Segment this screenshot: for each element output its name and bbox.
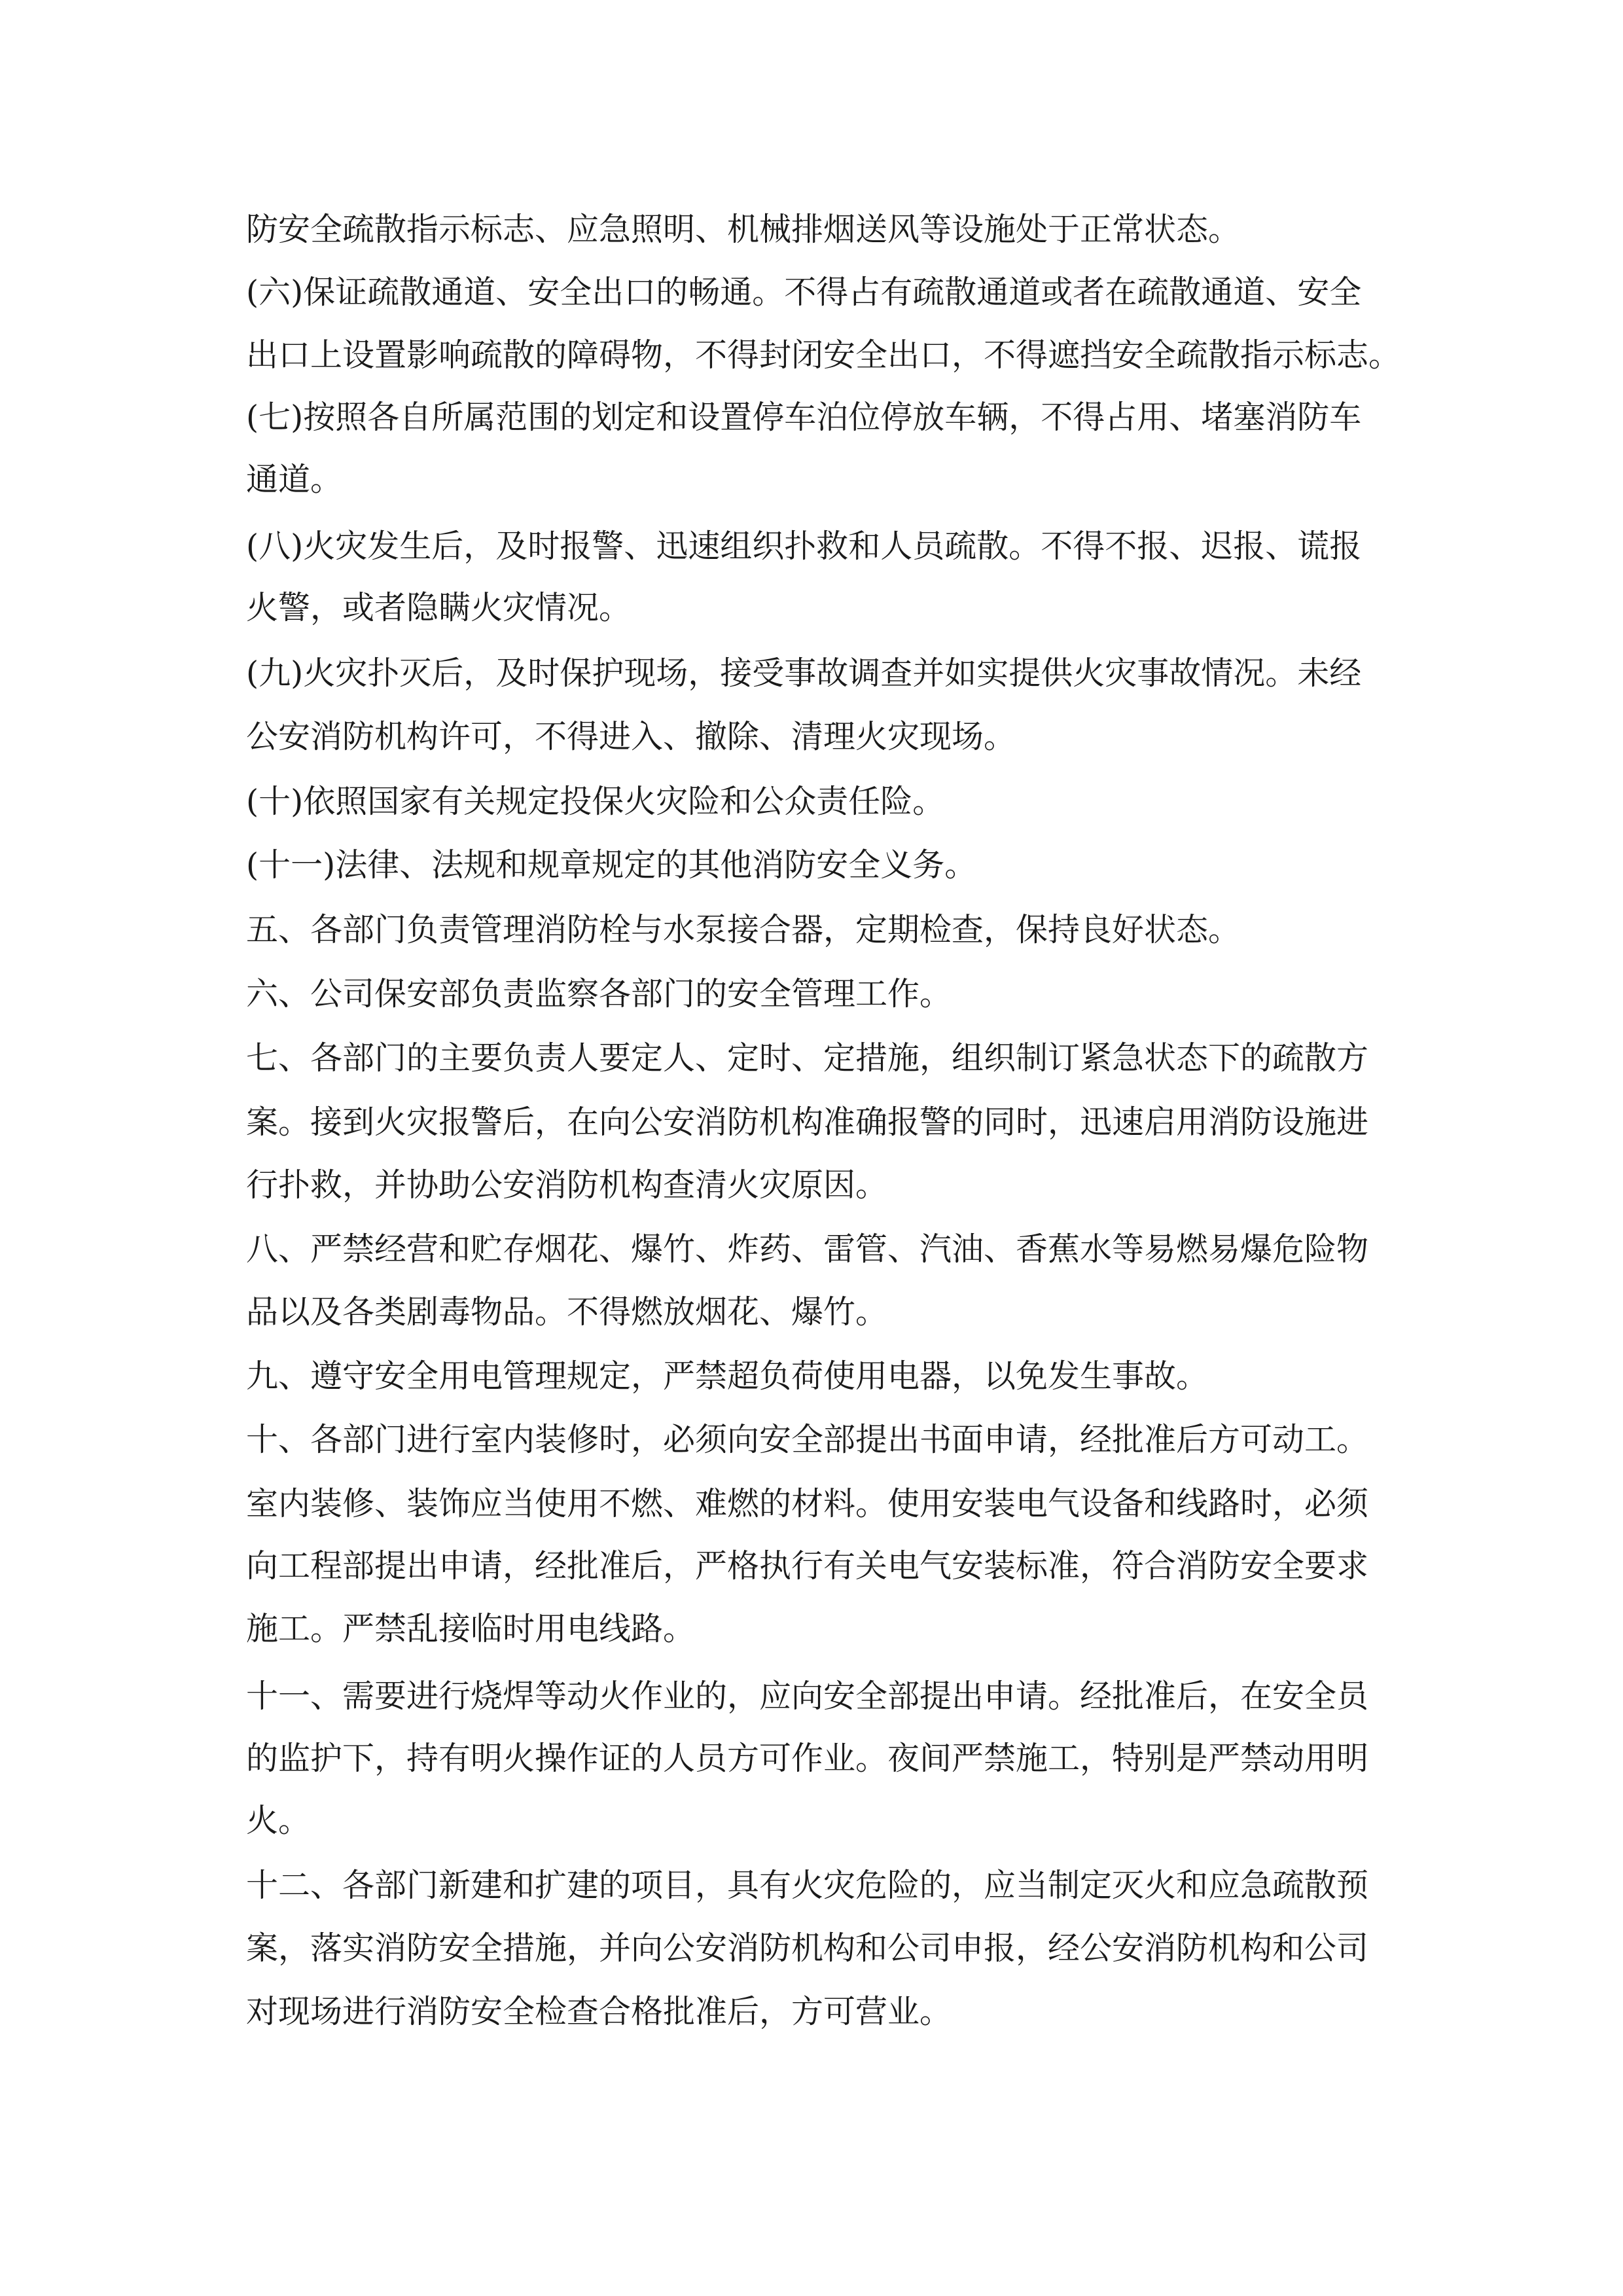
text-line: 对现场进行消防安全检查合格批准后，方可营业。: [246, 1993, 952, 2030]
text-line: 室内装修、装饰应当使用不燃、难燃的材料。使用安装电气设备和线路时，必须: [246, 1485, 1369, 1522]
text-line: 的监护下，持有明火操作证的人员方可作业。夜间严禁施工，特别是严禁动用明: [246, 1740, 1369, 1777]
text-line: 公安消防机构许可，不得进入、撤除、清理火灾现场。: [246, 718, 1016, 755]
text-line: 出口上设置影响疏散的障碍物，不得封闭安全出口，不得遮挡安全疏散指示标志。: [246, 336, 1401, 374]
text-line: (八)火灾发生后，及时报警、迅速组织扑救和人员疏散。不得不报、迟报、谎报: [246, 528, 1362, 565]
text-line: 向工程部提出申请，经批准后，严格执行有关电气安装标准，符合消防安全要求: [246, 1547, 1369, 1585]
text-line: 案。接到火灾报警后，在向公安消防机构准确报警的同时，迅速启用消防设施进: [246, 1103, 1369, 1141]
text-line: 十一、需要进行烧焊等动火作业的，应向安全部提出申请。经批准后，在安全员: [246, 1677, 1369, 1715]
text-line: 八、严禁经营和贮存烟花、爆竹、炸药、雷管、汽油、香蕉水等易燃易爆危险物: [246, 1230, 1369, 1268]
text-line: 七、各部门的主要负责人要定人、定时、定措施，组织制订紧急状态下的疏散方: [246, 1039, 1369, 1077]
text-line: (十)依照国家有关规定投保火灾险和公众责任险。: [246, 783, 945, 820]
text-line: 通道。: [246, 461, 343, 498]
text-line: 火警，或者隐瞒火灾情况。: [246, 589, 632, 626]
text-line: 施工。严禁乱接临时用电线路。: [246, 1610, 696, 1647]
text-line: (九)火灾扑灭后，及时保护现场，接受事故调查并如实提供火灾事故情况。未经: [246, 655, 1362, 692]
text-line: 五、各部门负责管理消防栓与水泵接合器，定期检查，保持良好状态。: [246, 911, 1241, 948]
text-line: (七)按照各自所属范围的划定和设置停车泊位停放车辆，不得占用、堵塞消防车: [246, 399, 1362, 436]
text-line: (六)保证疏散通道、安全出口的畅通。不得占有疏散通道或者在疏散通道、安全: [246, 274, 1362, 311]
text-line: 品以及各类剧毒物品。不得燃放烟花、爆竹。: [246, 1293, 888, 1331]
text-line: (十一)法律、法规和规章规定的其他消防安全义务。: [246, 846, 977, 884]
text-line: 六、公司保安部负责监察各部门的安全管理工作。: [246, 975, 952, 1013]
text-line: 案，落实消防安全措施，并向公安消防机构和公司申报，经公安消防机构和公司: [246, 1929, 1369, 1967]
text-line: 十二、各部门新建和扩建的项目，具有火灾危险的，应当制定灭火和应急疏散预: [246, 1867, 1369, 1904]
text-line: 十、各部门进行室内装修时，必须向安全部提出书面申请，经批准后方可动工。: [246, 1421, 1369, 1458]
text-line: 行扑救，并协助公安消防机构查清火灾原因。: [246, 1166, 888, 1204]
text-line: 火。: [246, 1802, 311, 1839]
text-line: 防安全疏散指示标志、应急照明、机械排烟送风等设施处于正常状态。: [246, 211, 1241, 248]
text-line: 九、遵守安全用电管理规定，严禁超负荷使用电器，以免发生事故。: [246, 1357, 1209, 1395]
